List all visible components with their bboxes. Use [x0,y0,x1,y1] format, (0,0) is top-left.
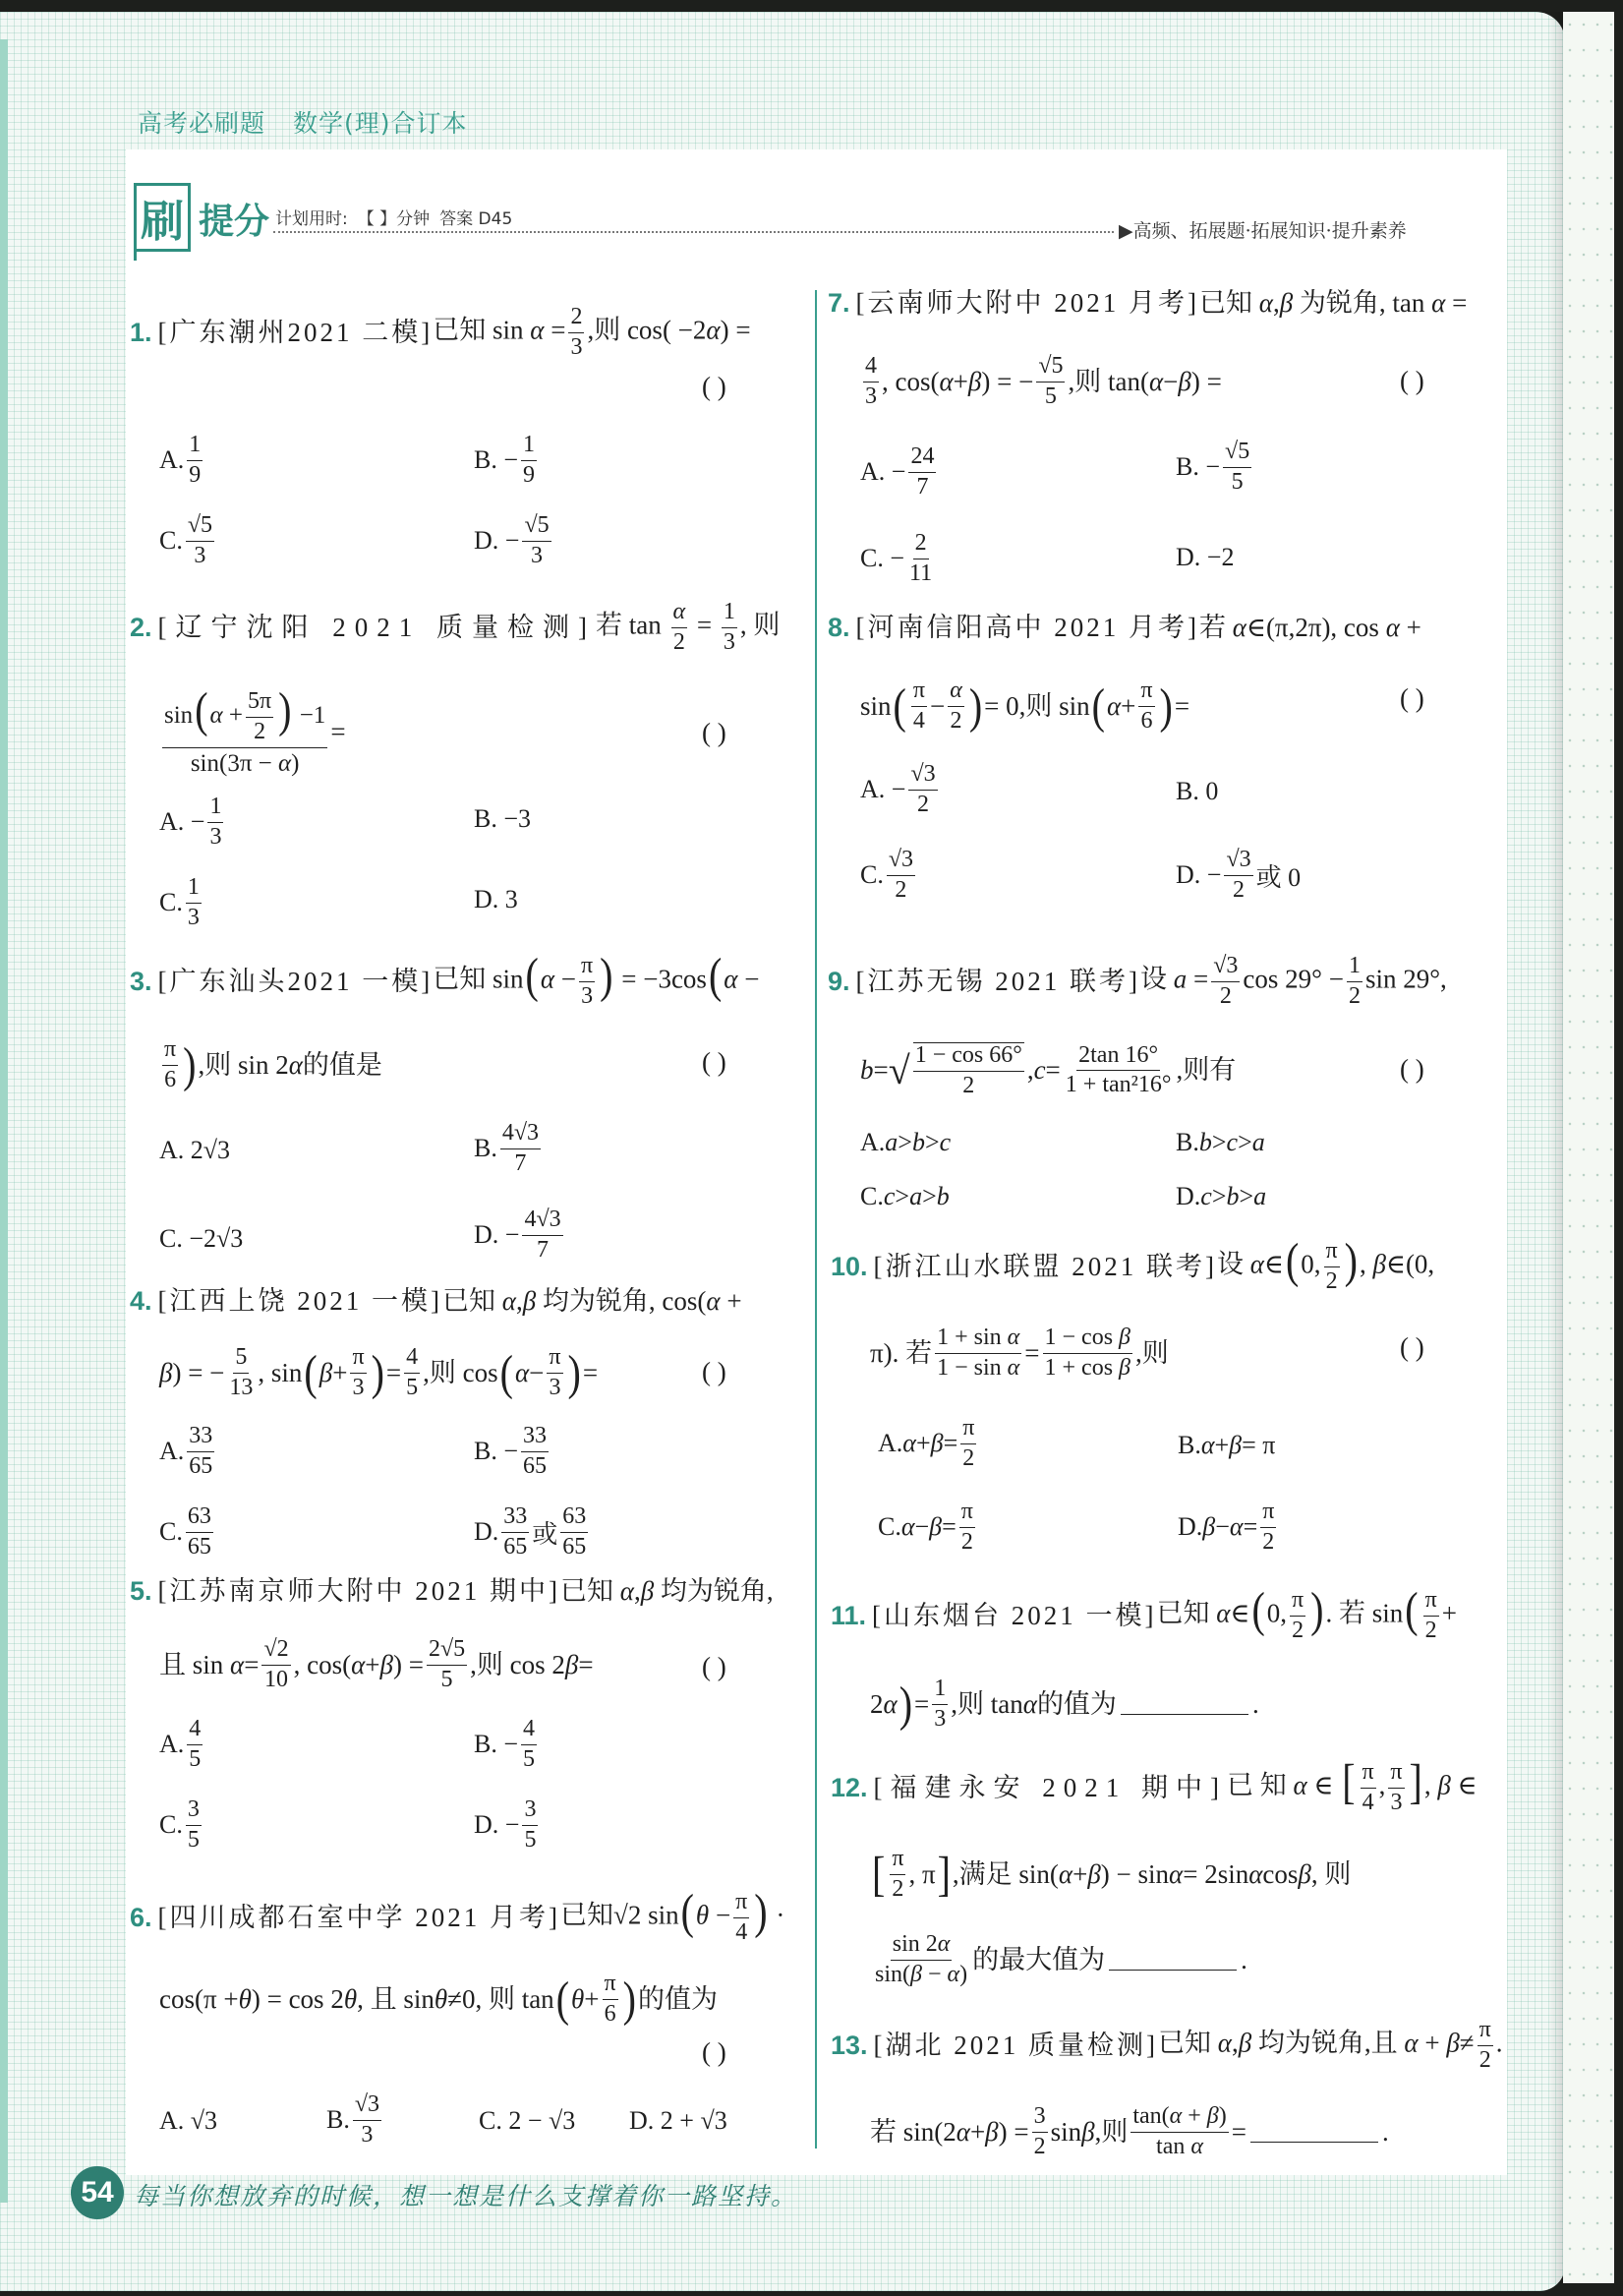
option-b[interactable]: B. − $\frac{4}{5}$ [474,1716,536,1772]
question-source: [湖北 2021 质量检测] [873,2030,1159,2060]
answer-bracket: ( ) [1400,683,1424,713]
option-d[interactable]: D. − $\frac{4√3}{7}$ [474,1207,561,1263]
option-c[interactable]: C. − $\frac{2}{11}$ [860,530,933,586]
section-meta [275,205,522,229]
option-a[interactable]: A. $\frac{1}{9}$ [159,432,202,488]
question-stem: 13. [湖北 2021 质量检测] 已知 α,β 均为锐角,且 α + β≠ $\frac{\pi}{2}$ . [831,2017,1503,2073]
option-a[interactable]: A. 2√3 [159,1136,231,1164]
option-a[interactable]: A. α + β = $\frac{\pi}{2}$ [878,1415,975,1471]
question-expression: sin(α + $\frac{5\pi}{2}$ ) −1 sin(3π − α) = [164,681,346,777]
question-stem: 7. [云南师大附中 2021 月考] 已知 α,β 为锐角, tan α = [828,288,1468,318]
section-title: 提分 [199,201,270,242]
option-c[interactable]: C. $\frac{√5}{3}$ [159,512,213,568]
next-page-edge [1563,12,1614,2283]
question-stem-cont: 2 α ) = $\frac{1}{3}$ ,则 tan α 的值为 . [870,1676,1259,1732]
book-subtitle: 数学(理)合订本 [293,109,468,138]
dotted-rule [273,231,1114,233]
question-number: 5. [130,1576,152,1606]
page-number-badge: 54 [71,2166,124,2219]
option-a[interactable]: A. $\frac{33}{65}$ [159,1423,213,1479]
option-d[interactable]: D. c > b > a [1176,1182,1267,1210]
answer-bracket: ( ) [702,2037,726,2067]
page-edge [0,39,8,2203]
question-stem: 1. [广东潮州2021 二模] 已知 sin α = $\frac{2}{3}$ ,则 cos( −2α) = [130,304,751,360]
question-number: 4. [130,1286,152,1316]
question-stem-cont: [ $\frac{\pi}{2}$ , π ] ,满足 sin( α + β ) − sin α = 2sin α cos β , 则 [872,1846,1352,1902]
planned-time-label: 计划用时: [275,209,348,229]
question-number: 1. [130,317,152,347]
option-d[interactable]: D. − $\frac{√3}{2}$ 或 0 [1176,847,1302,903]
question-stem-cont: $\frac{4}{3}$ , cos( α + β ) = − $\frac{√5}{5}$ ,则 tan( α − β ) = [865,353,1222,409]
question-number: 3. [130,966,152,996]
question-source: [四川成都石室中学 2021 月考] [157,1902,561,1932]
option-d[interactable]: D. $\frac{33}{65}$ 或 $\frac{63}{65}$ [474,1503,587,1560]
question-stem: 12. [福建永安 2021 期中] 已 知 α ∈ [ $\frac{\pi}{4}$ , $\frac{\pi}{3}$ ], β ∈ [831,1752,1478,1815]
question-stem: 9. [江苏无锡 2021 联考] 设 a = $\frac{√3}{2}$ cos 29° − $\frac{1}{2}$ sin 29°, [828,953,1447,1009]
option-c[interactable]: C. α − β = $\frac{\pi}{2}$ [878,1499,973,1555]
option-a[interactable]: A. − $\frac{1}{3}$ [159,794,222,850]
option-d[interactable]: D. −2 [1176,543,1235,571]
option-c[interactable]: C. 2 − √3 [479,2106,576,2135]
option-a[interactable]: A. √3 [159,2106,218,2135]
option-a[interactable]: A. − $\frac{24}{7}$ [860,443,935,500]
option-b[interactable]: B. −3 [474,804,532,833]
answer-bracket: ( ) [1400,1332,1424,1362]
question-source: [福建永安 2021 期中] [873,1772,1228,1802]
question-number: 7. [828,288,850,318]
option-a[interactable]: A. a > b > c [860,1128,952,1156]
book-header [138,104,468,140]
planned-time-value: 【 】分钟 [357,209,431,229]
answer-blank[interactable] [1250,2122,1378,2143]
option-b[interactable]: B. $\frac{4√3}{7}$ [474,1120,540,1176]
answer-bracket: ( ) [702,718,726,747]
option-d[interactable]: D. 3 [474,885,518,913]
option-d[interactable]: D. − $\frac{3}{5}$ [474,1796,537,1853]
column-divider [815,290,817,2149]
question-number: 9. [828,966,850,996]
question-source: [广东潮州2021 二模] [157,317,434,347]
option-a[interactable]: A. $\frac{4}{5}$ [159,1716,202,1772]
question-stem: 5. [江苏南京师大附中 2021 期中] 已知 α,β 均为锐角, [130,1576,774,1606]
footer-quote: 每当你想放弃的时候，想一想是什么支撑着你一路坚持。 [134,2182,798,2210]
option-d[interactable]: D. − $\frac{√5}{3}$ [474,512,550,568]
option-b[interactable]: B. − $\frac{1}{9}$ [474,432,536,488]
option-c[interactable]: C. −2√3 [159,1224,244,1253]
option-c[interactable]: C. c > a > b [860,1182,950,1210]
answer-ref: 答案 D45 [439,209,513,229]
option-c[interactable]: C. $\frac{√3}{2}$ [860,847,914,903]
answer-blank[interactable] [1109,1950,1237,1971]
question-number: 12. [831,1772,868,1802]
question-stem-cont: $\frac{\pi}{6}$ ) ,则 sin 2 α 的值是 [164,1036,382,1092]
question-stem-cont: π). 若 $\frac{\text{1 + sin α}}{\text{1 − sin α}}$ = $\frac{\text{1 − cos β}}{\text{1 + cos β}}$ ,则 [870,1325,1169,1381]
section-logo-icon: 刷 [134,183,191,252]
question-source: [江西上饶 2021 一模] [157,1286,443,1316]
answer-bracket: ( ) [702,1652,726,1681]
option-b[interactable]: B. $\frac{√3}{3}$ [326,2091,380,2148]
question-number: 8. [828,613,850,642]
question-source: [江苏南京师大附中 2021 期中] [157,1576,561,1606]
question-stem: 3. [广东汕头2021 一模] 已知 sin(α − $\frac{\pi}{3}$ ) = −3cos(α − [130,946,760,1009]
question-stem-cont: β ) = − $\frac{5}{13}$ , sin ( β + $\frac{\pi}{3}$ ) = $\frac{4}{5}$ ,则 cos ( α − $\frac{\pi}{3}$ ) = [159,1344,599,1400]
question-source: [广东汕头2021 一模] [157,966,434,996]
question-source: [山东烟台 2021 一模] [872,1600,1157,1630]
question-source: [河南信阳高中 2021 月考] [855,613,1200,642]
question-number: 6. [130,1902,152,1932]
question-stem: 8. [河南信阳高中 2021 月考] 若 α∈(π,2π), cos α + [828,613,1421,642]
question-number: 13. [831,2030,868,2060]
book-title: 高考必刷题 [138,109,266,138]
answer-bracket: ( ) [1400,366,1424,395]
option-b[interactable]: B. b > c > a [1176,1128,1265,1156]
question-stem: 6. [四川成都石室中学 2021 月考] 已知√2 sin(θ − $\frac{\pi}{4}$ ) · [130,1882,785,1945]
option-b[interactable]: B. α + β = π [1178,1431,1276,1459]
option-c[interactable]: C. $\frac{63}{65}$ [159,1503,211,1560]
question-source: [江苏无锡 2021 联考] [855,966,1141,996]
option-b[interactable]: B. − $\frac{33}{65}$ [474,1423,548,1479]
answer-bracket: ( ) [702,1047,726,1077]
option-c[interactable]: C. $\frac{1}{3}$ [159,874,200,930]
question-stem-cont: 若 sin(2 α + β ) = $\frac{3}{2}$ sin β ,则 $\frac{\tan(\alpha + \beta)}{\text{tan α}}$ = . [870,2103,1389,2159]
question-source: [云南师大附中 2021 月考] [855,288,1200,318]
question-number: 2. [130,612,152,642]
option-b[interactable]: B. − $\frac{√5}{5}$ [1176,439,1250,495]
answer-bracket: ( ) [702,1357,726,1386]
answer-bracket: ( ) [702,372,726,401]
question-stem: 10. [浙江山水联盟 2021 联考] 设 α∈(0, $\frac{\pi}{2}$ ), β∈(0, [831,1231,1435,1294]
question-number: 11. [831,1600,867,1630]
question-stem: 4. [江西上饶 2021 一模] 已知 α,β 均为锐角, cos(α + [130,1286,742,1316]
question-stem-cont: sin ( $\frac{\pi}{4}$ − $\frac{\alpha}{2}$ ) = 0,则 sin ( α + $\frac{\pi}{6}$ ) = [860,677,1190,734]
answer-bracket: ( ) [1400,1054,1424,1084]
question-stem-cont: cos(π + θ ) = cos 2 θ , 且 sin θ ≠0, 则 tan ( θ + $\frac{\pi}{6}$ ) 的值为 [159,1971,718,2027]
section-tagline: ▶高频、拓展题·拓展知识·提升素养 [1119,220,1407,242]
option-d[interactable]: D. β − α = $\frac{\pi}{2}$ [1178,1499,1275,1555]
question-stem: 11. [山东烟台 2021 一模] 已知 α∈(0, $\frac{\pi}{2}$ ). 若 sin( $\frac{\pi}{2}$ + [831,1580,1457,1643]
question-stem-cont-2: $\frac{\sin 2\alpha}{\sin(\beta - \alpha)}$ 的最大值为 . [875,1931,1247,1987]
option-a[interactable]: A. − $\frac{√3}{2}$ [860,761,936,817]
question-number: 10. [831,1251,868,1281]
question-source: [浙江山水联盟 2021 联考] [873,1251,1218,1281]
option-d[interactable]: D. 2 + √3 [629,2106,727,2135]
question-stem: 2. [辽宁沈阳 2021 质量检测] 若 tan $\frac{\alpha}{2}$ = $\frac{1}{3}$ , 则 [130,599,781,655]
question-source: [辽宁沈阳 2021 质量检测] [157,612,597,642]
question-stem-cont: b = √ $\frac{1 - \cos 66^\circ}{2}$ , c = $\frac{2\tan 16^\circ}{\text{1 + tan²16°}}$ ,则有 [860,1041,1237,1098]
option-b[interactable]: B. 0 [1176,777,1219,805]
answer-blank[interactable] [1121,1694,1248,1715]
option-c[interactable]: C. $\frac{3}{5}$ [159,1796,200,1853]
question-stem-cont: 且 sin α = $\frac{√2}{10}$ , cos( α + β ) = $\frac{2√5}{5}$ ,则 cos 2 β = [159,1636,594,1692]
